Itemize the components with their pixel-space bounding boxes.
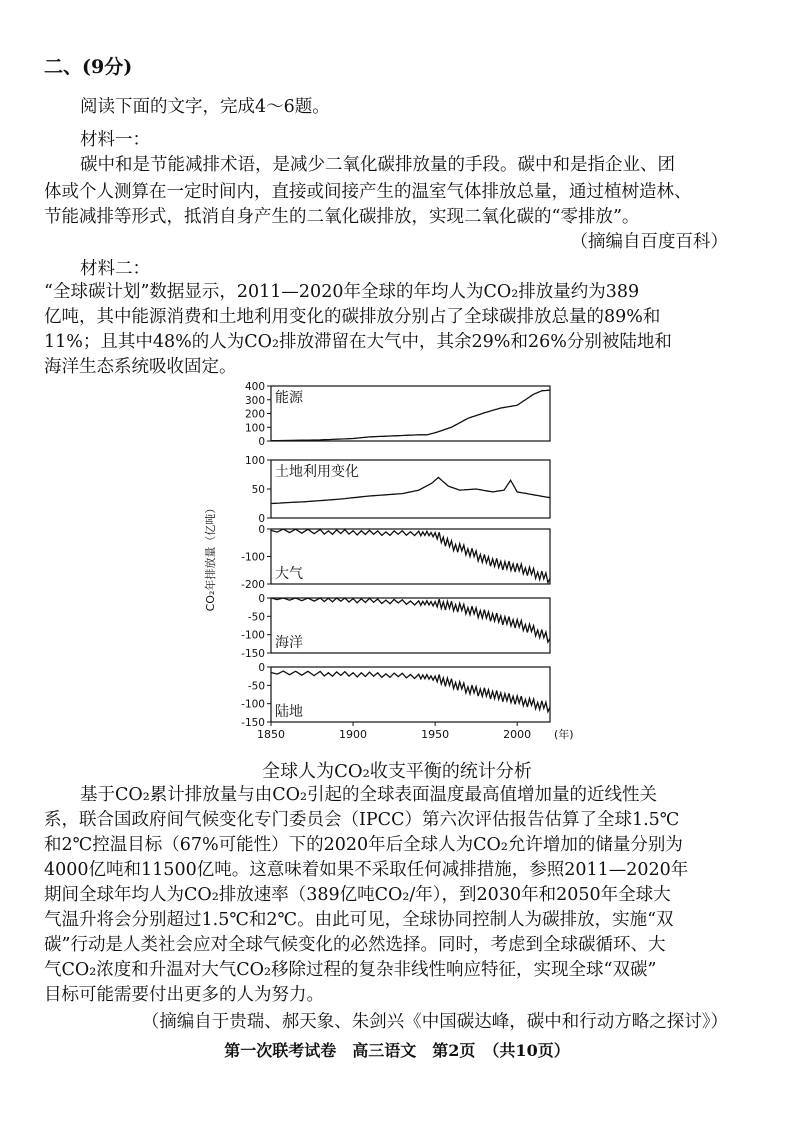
page-footer: 第一次联考试卷 高三语文 第2页 （共10页） — [224, 1041, 570, 1060]
y-tick-label: 0 — [258, 524, 265, 536]
y-tick-label: 0 — [258, 662, 265, 674]
material2-after-line: 4000亿吨和11500亿吨。这意味着如果不采取任何减排措施，参照2011—2020年 — [44, 860, 689, 880]
material1-line: 碳中和是节能减排术语，是减少二氧化碳排放量的手段。碳中和是指企业、团 — [80, 155, 675, 175]
y-tick-label: -50 — [247, 680, 265, 693]
panel-label: 陆地 — [275, 704, 303, 720]
panel-frame — [271, 598, 550, 653]
series-line — [271, 598, 550, 642]
x-unit-label: (年) — [554, 728, 574, 741]
material2-line: 11%；且其中48%的人为CO₂排放滞留在大气中，其余29%和26%分别被陆地和 — [44, 332, 672, 352]
y-tick-label: 50 — [251, 484, 265, 496]
y-tick-label: 400 — [244, 382, 265, 393]
x-tick-label: 1850 — [257, 728, 285, 741]
y-tick-label: 100 — [244, 422, 265, 435]
chart-caption: 全球人为CO₂收支平衡的统计分析 — [262, 761, 532, 782]
material2-label: 材料二： — [80, 259, 150, 279]
co2-chart-svg — [198, 382, 588, 750]
y-tick-label: -150 — [241, 717, 265, 729]
material2-after-line: 气温升将会分别超过1.5℃和2℃。由此可见，全球协同控制人为碳排放，实施“双 — [44, 910, 674, 930]
y-tick-label: -100 — [241, 629, 265, 642]
material2-line: “全球碳计划”数据显示，2011—2020年全球的年均人为CO₂排放量约为389 — [44, 282, 640, 302]
y-tick-label: -150 — [241, 648, 265, 660]
panel-label: 大气 — [275, 566, 303, 582]
y-tick-label: -100 — [241, 698, 265, 711]
x-tick-label: 1950 — [421, 728, 450, 741]
co2-balance-chart — [198, 382, 588, 750]
y-tick-label: -200 — [241, 579, 265, 591]
x-tick-label: 1900 — [339, 728, 368, 741]
material1-source: （摘编自百度百科） — [570, 232, 728, 252]
material1-label: 材料一： — [80, 130, 150, 150]
y-tick-label: -50 — [247, 611, 265, 624]
series-line — [271, 529, 550, 583]
y-tick-label: 0 — [258, 436, 265, 448]
material2-after-line: 基于CO₂累计排放量与由CO₂引起的全球表面温度最高值增加量的近线性关 — [80, 785, 658, 805]
material2-after-line: 系，联合国政府间气候变化专门委员会（IPCC）第六次评估报告估算了全球1.5℃ — [44, 810, 680, 830]
y-tick-label: 0 — [258, 593, 265, 605]
y-axis-label: CO₂年排放量（亿吨） — [204, 502, 217, 612]
y-tick-label: 0 — [258, 513, 265, 525]
y-tick-label: 300 — [244, 394, 265, 407]
panel-label: 能源 — [275, 390, 303, 406]
instruction: 阅读下面的文字，完成4～6题。 — [80, 97, 330, 117]
panel-label: 海洋 — [275, 635, 303, 651]
material2-after-line: 气CO₂浓度和升温对大气CO₂移除过程的复杂非线性响应特征，实现全球“双碳” — [44, 960, 657, 980]
material2-line: 亿吨，其中能源消费和土地利用变化的碳排放分别占了全球碳排放总量的89%和 — [44, 307, 661, 327]
material2-after-line: 和2℃控温目标（67%可能性）下的2020年后全球人为CO₂允许增加的储量分别为 — [44, 835, 683, 855]
material1-line: 体或个人测算在一定时间内，直接或间接产生的温室气体排放总量，通过植树造林、 — [44, 182, 692, 202]
x-tick-label: 2000 — [503, 728, 532, 741]
material1-line: 节能减排等形式，抵消自身产生的二氧化碳排放，实现二氧化碳的“零排放”。 — [44, 207, 640, 227]
material2-line: 海洋生态系统吸收固定。 — [44, 357, 237, 377]
panel-frame — [271, 386, 550, 441]
series-line — [271, 477, 550, 503]
material2-after-line: 目标可能需要付出更多的人为努力。 — [44, 985, 324, 1005]
series-line — [271, 390, 550, 441]
material2-after-line: 碳”行动是人类社会应对全球气候变化的必然选择。同时，考虑到全球碳循环、大 — [44, 935, 666, 955]
y-tick-label: -100 — [241, 551, 265, 564]
panel-label: 土地利用变化 — [275, 464, 359, 480]
section-header: 二、(9分) — [44, 56, 133, 78]
panel-frame — [271, 529, 550, 584]
material2-after-line: 期间全球年均人为CO₂排放速率（389亿吨CO₂/年），到2030年和2050年全球大 — [44, 885, 671, 905]
material2-source: （摘编自于贵瑞、郝天象、朱剑兴《中国碳达峰，碳中和行动方略之探讨》） — [141, 1012, 728, 1032]
y-tick-label: 100 — [244, 455, 265, 467]
series-line — [271, 671, 550, 712]
y-tick-label: 200 — [244, 408, 265, 421]
